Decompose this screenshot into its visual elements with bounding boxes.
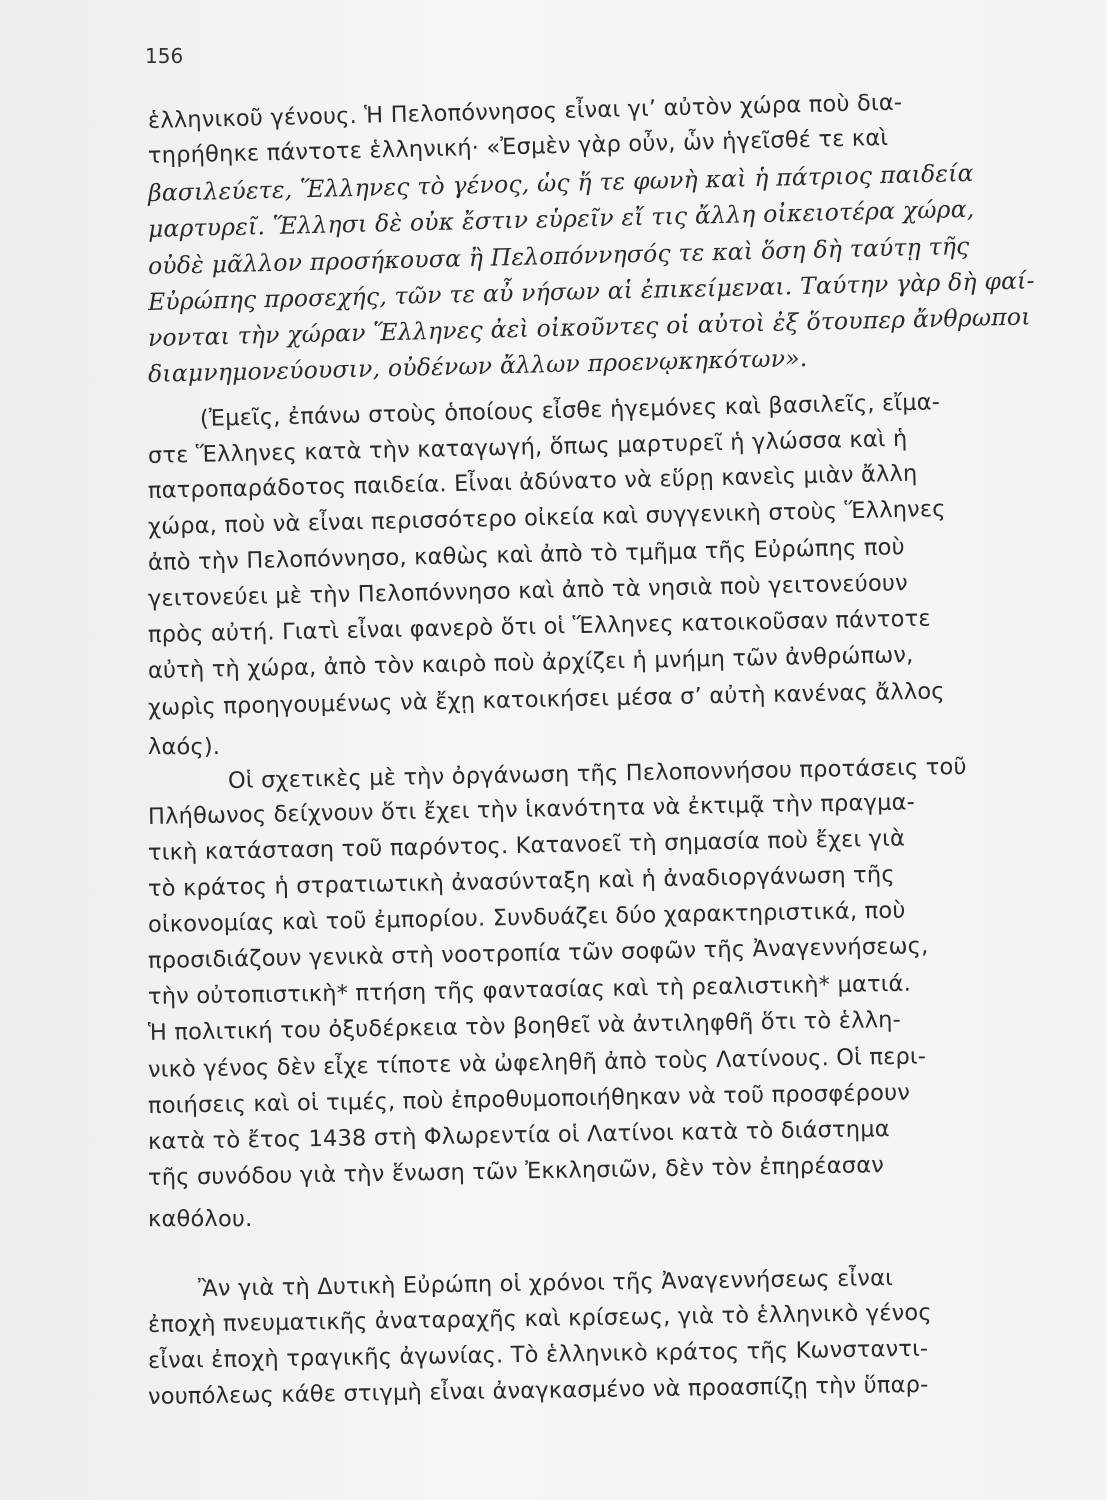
text-line: τικὴ κατάσταση τοῦ παρόντος. Κατανοεῖ τὴ σημασία ποὺ ἔχει γιὰ xyxy=(147,825,906,866)
text-line: οὐδὲ μᾶλλον προσήκουσα ἢ Πελοπόννησός τε καὶ ὅση δὴ ταύτῃ τῆς xyxy=(147,231,970,280)
text-line: στε Ἕλληνες κατὰ τὴν καταγωγή, ὅπως μαρτυρεῖ ἡ γλώσσα καὶ ἡ xyxy=(147,425,908,469)
text-line: ἐποχὴ πνευματικῆς ἀναταραχῆς καὶ κρίσεως, γιὰ τὸ ἑλληνικὸ γένος xyxy=(147,1299,933,1338)
text-line: τῆς συνόδου γιὰ τὴν ἕνωση τῶν Ἐκκλησιῶν, δὲν τὸν ἐπηρέασαν xyxy=(147,1152,885,1191)
text-line: Ἂν γιὰ τὴ Δυτικὴ Εὐρώπη οἱ χρόνοι τῆς Ἀναγεννήσεως εἶναι xyxy=(197,1265,894,1302)
text-line: νουπόλεως κάθε στιγμὴ εἶναι ἀναγκασμένο νὰ προασπίζῃ τὴν ὕπαρ- xyxy=(147,1371,929,1410)
text-line: πατροπαράδοτος παιδεία. Εἶναι ἀδύνατο νὰ εὕρῃ κανεὶς μιὰν ἄλλη xyxy=(147,460,918,504)
text-line: ἀπὸ τὴν Πελοπόννησο, καθὼς καὶ ἀπὸ τὸ τμῆμα τῆς Εὐρώπης ποὺ xyxy=(147,534,906,576)
page-number: 156 xyxy=(145,44,184,68)
text-line: καθόλου. xyxy=(148,1206,253,1232)
text-line: χωρὶς προηγουμένως νὰ ἔχῃ κατοικήσει μέσα σ’ αὐτὴ κανένας ἄλλος xyxy=(147,678,945,721)
text-line: Πλήθωνος δείχνουν ὅτι ἔχει τὴν ἱκανότητα νὰ ἐκτιμᾷ τὴν πραγμα- xyxy=(147,789,916,830)
text-line: νονται τὴν χώραν Ἕλληνες ἀεὶ οἰκοῦντες οἱ αὐτοὶ ἐξ ὅτουπερ ἄνθρωποι xyxy=(147,302,1031,352)
text-line: πρὸς αὐτή. Γιατὶ εἶναι φανερὸ ὅτι οἱ Ἕλληνες κατοικοῦσαν πάντοτε xyxy=(147,605,931,648)
text-line: Εὐρώπης προσεχής, τῶν τε αὖ νήσων αἱ ἐπικείμεναι. Ταύτην γὰρ δὴ φαί- xyxy=(147,266,1035,316)
text-line: εἶναι ἐποχὴ τραγικῆς ἀγωνίας. Τὸ ἑλληνικὸ κράτος τῆς Κωνσταντι- xyxy=(147,1335,929,1374)
text-line: τὸ κράτος ἡ στρατιωτικὴ ἀνασύνταξη καὶ ἡ ἀναδιοργάνωση τῆς xyxy=(147,861,895,902)
text-line: Ἡ πολιτική του ὀξυδέρκεια τὸν βοηθεῖ νὰ ἀντιληφθῆ ὅτι τὸ ἑλλη- xyxy=(147,1006,902,1046)
text-line: χώρα, ποὺ νὰ εἶναι περισσότερο οἰκεία καὶ συγγενικὴ στοὺς Ἕλληνες xyxy=(147,495,946,540)
text-line: διαμνημονεύουσιν, οὐδένων ἄλλων προενῳκηκότων». xyxy=(147,343,808,388)
text-line: ποιήσεις καὶ οἱ τιμές, ποὺ ἐπροθυμοποιήθηκαν νὰ τοῦ προσφέρουν xyxy=(147,1079,911,1119)
text-line: τηρήθηκε πάντοτε ἑλληνική· «Ἐσμὲν γὰρ οὖν, ὧν ἡγεῖσθέ τε καὶ xyxy=(147,124,889,169)
text-line: προσιδιάζουν γενικὰ στὴ νοοτροπία τῶν σοφῶν τῆς Ἀναγεννήσεως, xyxy=(147,933,929,974)
text-line: μαρτυρεῖ. Ἕλλησι δὲ οὐκ ἔστιν εὑρεῖν εἴ τις ἄλλη οἰκειοτέρα χώρα, xyxy=(147,194,975,243)
text-line: (Ἐμεῖς, ἐπάνω στοὺς ὁποίους εἶσθε ἡγεμόνες καὶ βασιλεῖς, εἴμα- xyxy=(199,389,941,432)
text-line: κατὰ τὸ ἔτος 1438 στὴ Φλωρεντία οἱ Λατίνοι κατὰ τὸ διάστημα xyxy=(147,1116,891,1155)
text-line: γειτονεύει μὲ τὴν Πελοπόννησο καὶ ἀπὸ τὰ νησιὰ ποὺ γειτονεύουν xyxy=(147,570,909,612)
text-line: Οἱ σχετικὲς μὲ τὴν ὀργάνωση τῆς Πελοποννήσου προτάσεις τοῦ xyxy=(227,753,967,794)
text-line: λαός). xyxy=(148,734,221,760)
text-line: νικὸ γένος δὲν εἶχε τίποτε νὰ ὠφεληθῆ ἀπὸ τοὺς Λατίνους. Οἱ περι- xyxy=(147,1043,927,1083)
text-line: οἰκονομίας καὶ τοῦ ἐμπορίου. Συνδυάζει δύο χαρακτηριστικά, ποὺ xyxy=(147,897,906,938)
text-line: τὴν οὐτοπιστικὴ* πτήση τῆς φαντασίας καὶ τὴ ρεαλιστικὴ* ματιά. xyxy=(147,970,912,1010)
text-line: βασιλεύετε, Ἕλληνες τὸ γένος, ὡς ἥ τε φωνὴ καὶ ἡ πάτριος παιδεία xyxy=(147,158,974,207)
text-line: αὐτὴ τὴ χώρα, ἀπὸ τὸν καιρὸ ποὺ ἀρχίζει ἡ μνήμη τῶν ἀνθρώπων, xyxy=(147,641,914,684)
text-line: ἑλληνικοῦ γένους. Ἡ Πελοπόννησος εἶναι γι’ αὐτὸν χώρα ποὺ δια- xyxy=(147,89,903,134)
